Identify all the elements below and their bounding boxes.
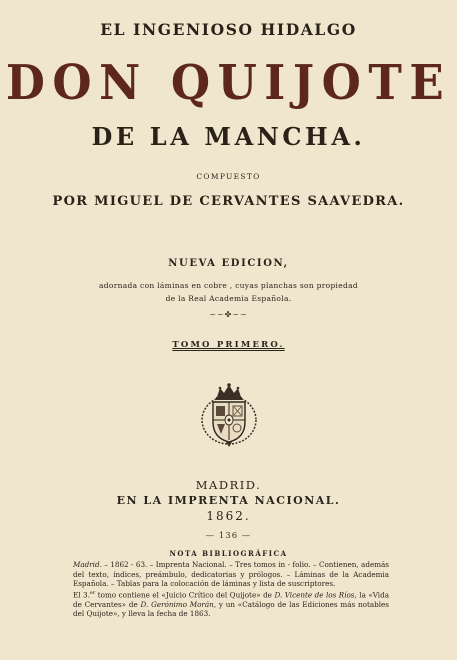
title-line-ingenioso-hidalgo: EL INGENIOSO HIDALGO bbox=[100, 20, 357, 39]
note-paragraph-2 bbox=[73, 589, 389, 619]
edition-description-line-1: adornada con láminas en cobre , cuyas planchas son propiedad bbox=[99, 281, 358, 290]
note-place: Madrid. bbox=[73, 560, 102, 569]
main-title: DON QUIJOTE bbox=[5, 54, 452, 111]
note-p2-superscript: er bbox=[89, 589, 96, 596]
tome-label bbox=[0, 340, 457, 350]
bibliographic-note bbox=[73, 560, 389, 619]
note-author-moran: D. Gerónimo Morán, bbox=[140, 599, 217, 609]
edition-heading: NUEVA EDICION, bbox=[168, 258, 289, 269]
subtitle: DE LA MANCHA. bbox=[91, 122, 366, 151]
bibliographic-note-title: NOTA BIBLIOGRÁFICA bbox=[169, 549, 288, 558]
page-number: — 136 — bbox=[205, 531, 252, 541]
ornament-divider: ~∽✤∽~ bbox=[209, 310, 248, 319]
year: 1862. bbox=[206, 509, 251, 523]
city: MADRID. bbox=[195, 478, 262, 492]
note-paragraph-1-text: – 1862 - 63. – Imprenta Nacional. – Tres tomos in - folio. – Contienen, además del texto, índices, preámbulo, dedicatorias y prólogos. – Láminas de la Academia Española. – Tablas para la colocación de láminas y lista de suscriptores. bbox=[73, 560, 389, 589]
author-line: POR MIGUEL DE CERVANTES SAAVEDRA. bbox=[52, 194, 405, 209]
edition-description-line-2: de la Real Academia Española. bbox=[165, 294, 292, 303]
press-name: EN LA IMPRENTA NACIONAL. bbox=[116, 494, 341, 507]
note-p2-part-a: El 3. bbox=[73, 590, 90, 600]
compuesto-label: COMPUESTO bbox=[196, 172, 261, 181]
note-p2-part-d: y un «Catálogo de las Ediciones más notables del Quijote», y lleva la fecha de 1863. bbox=[73, 599, 389, 619]
note-p2-part-c: la «Vida de Cervantes» de bbox=[73, 590, 389, 609]
note-author-rios: D. Vicente de los Ríos, bbox=[274, 590, 357, 600]
tome-label-text: TOMO PRIMERO. bbox=[172, 340, 285, 350]
note-paragraph-1 bbox=[73, 560, 389, 589]
note-p2-part-b: tomo contiene el «Juicio Crítico del Quijote» de bbox=[95, 590, 275, 600]
royal-crest-icon bbox=[200, 382, 258, 448]
